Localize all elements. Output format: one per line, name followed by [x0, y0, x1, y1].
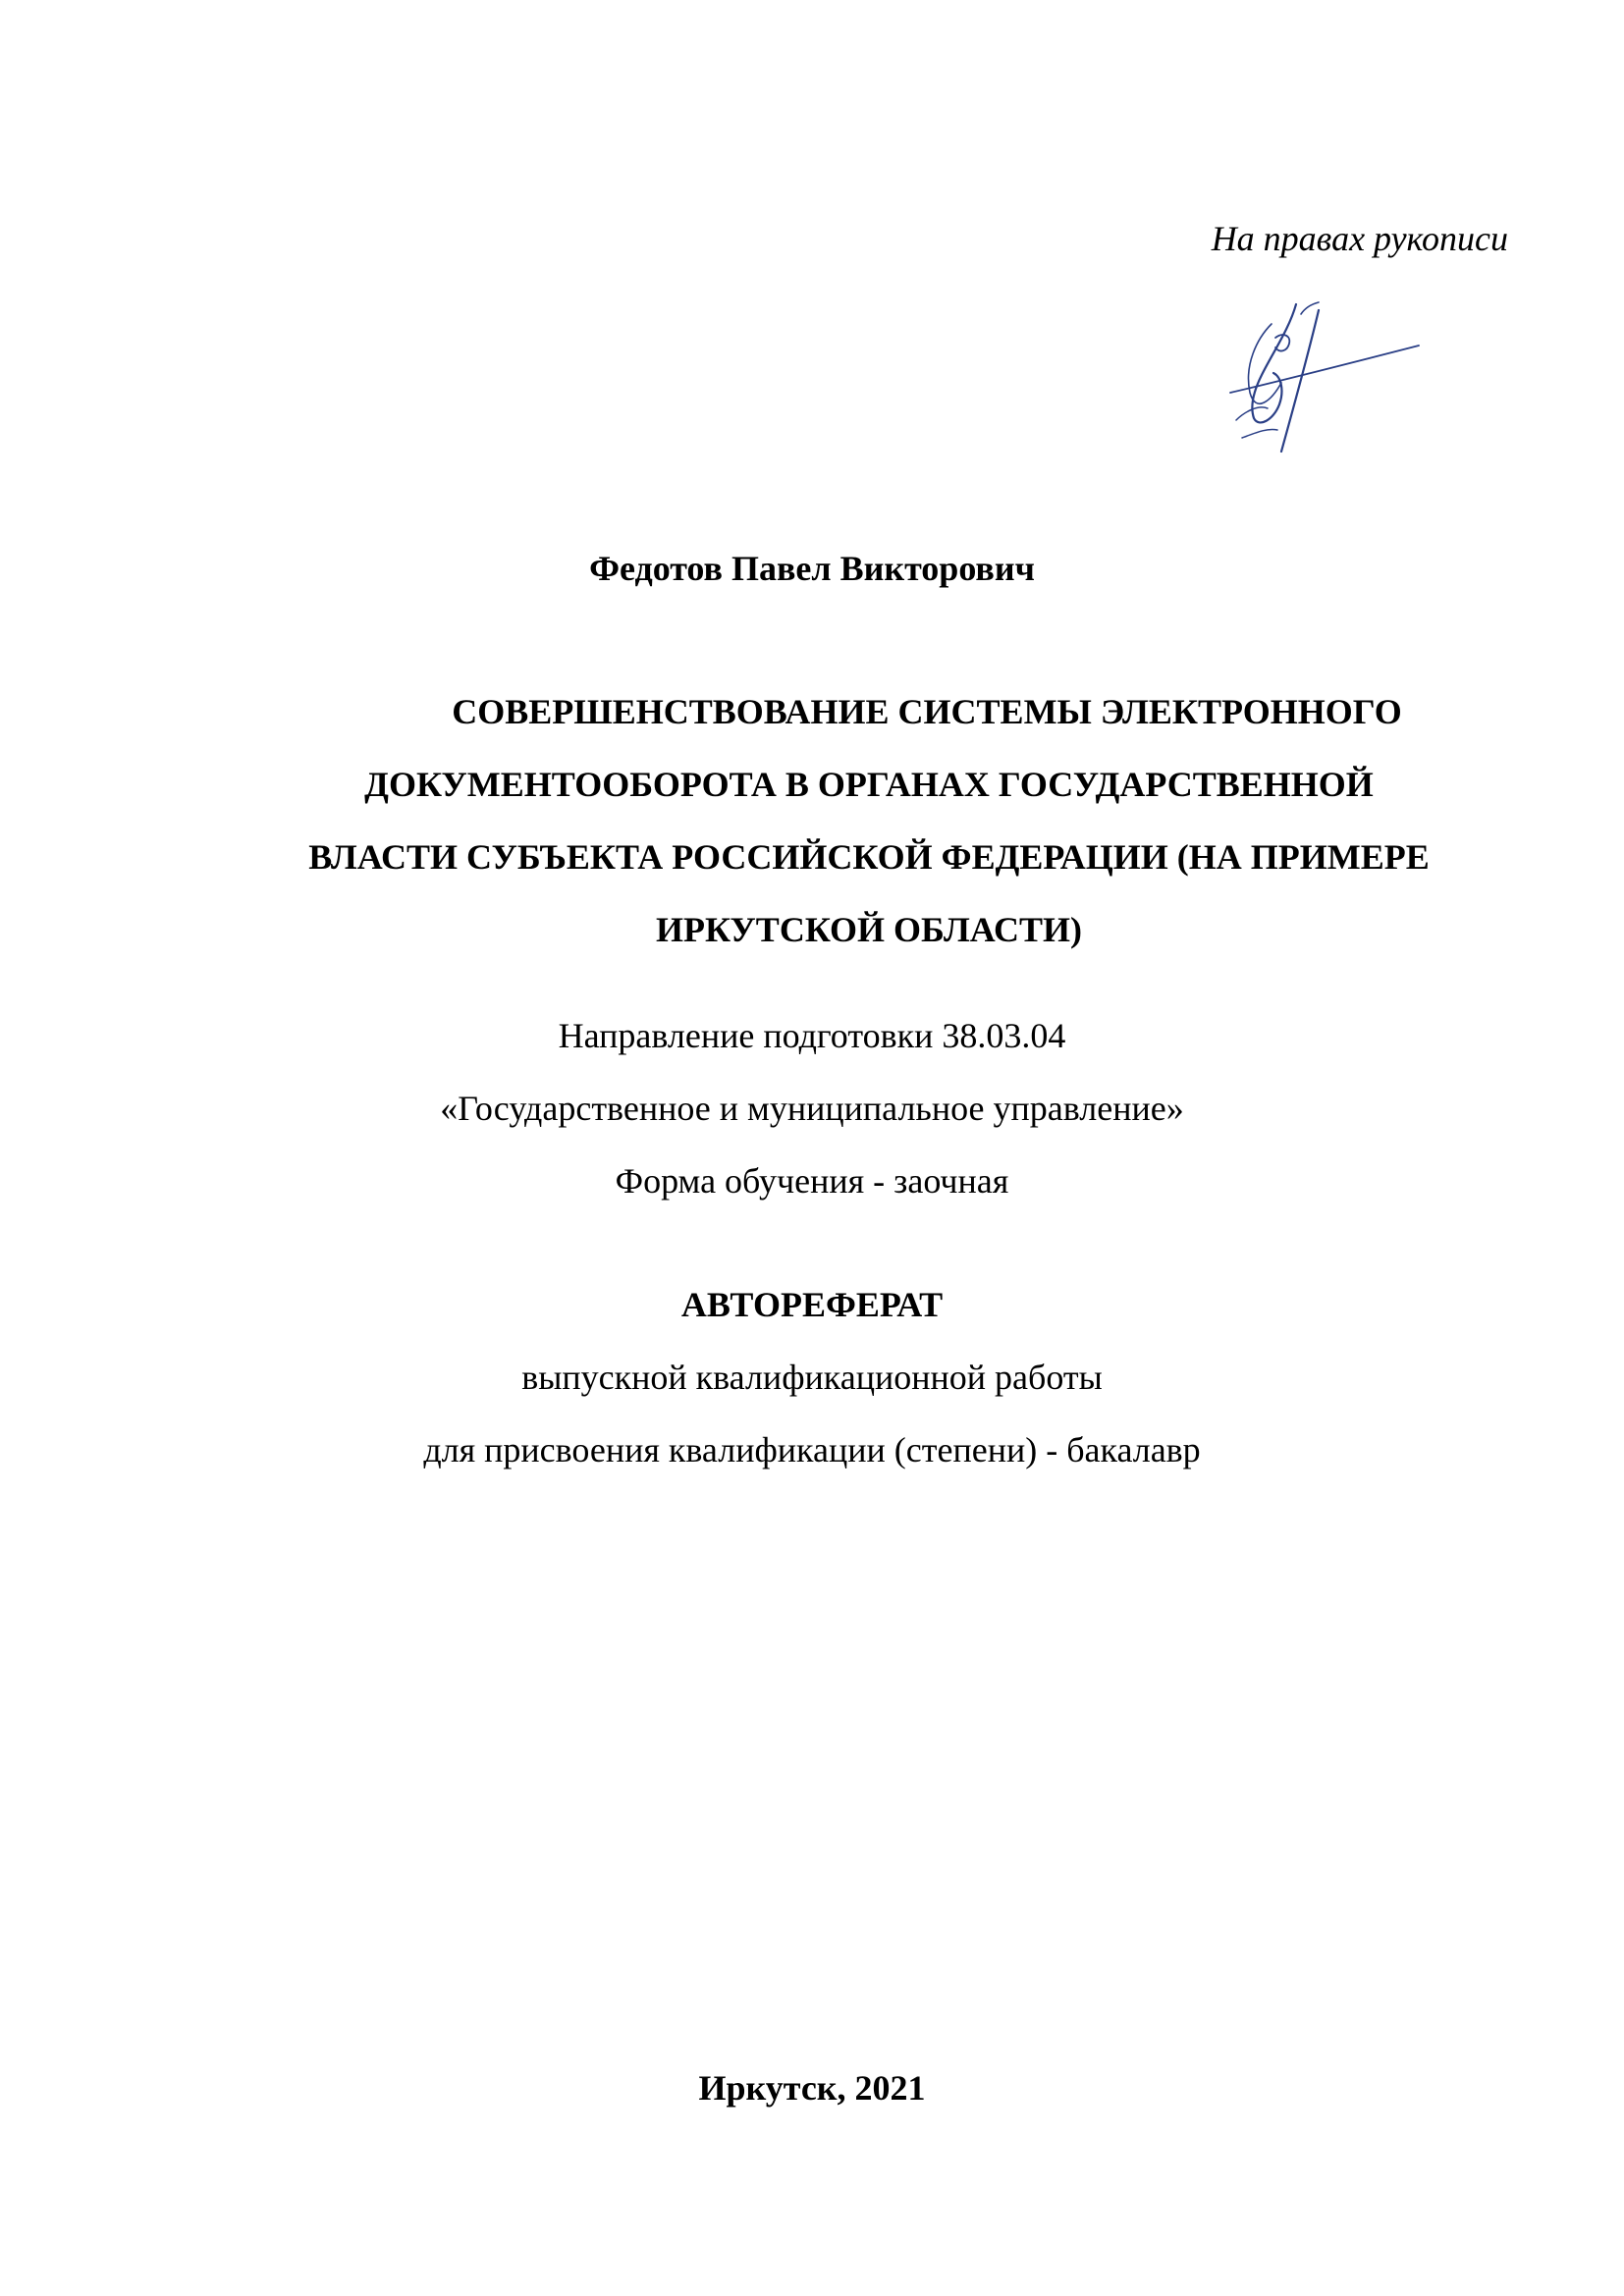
city-year: Иркутск, 2021 — [698, 2068, 926, 2108]
thesis-title — [250, 675, 1488, 966]
study-direction: Направление подготовки 38.03.04 — [558, 1016, 1066, 1055]
document-type-block — [0, 1268, 1624, 1486]
title-line: СОВЕРШЕНСТВОВАНИЕ СИСТЕМЫ ЭЛЕКТРОННОГО — [452, 692, 1402, 731]
title-line: ИРКУТСКОЙ ОБЛАСТИ) — [656, 910, 1082, 949]
document-description: выпускной квалификационной работы — [521, 1358, 1103, 1397]
title-line: ВЛАСТИ СУБЪЕКТА РОССИЙСКОЙ ФЕДЕРАЦИИ (НА ПРИМЕРЕ — [308, 837, 1430, 877]
manuscript-note: На правах рукописи — [1211, 219, 1508, 258]
signature-image — [1203, 285, 1448, 456]
study-form: Форма обучения - заочная — [615, 1161, 1009, 1201]
document-purpose: для присвоения квалификации (степени) - бакалавр — [423, 1430, 1201, 1469]
document-type: АВТОРЕФЕРАТ — [680, 1285, 944, 1324]
study-program: «Государственное и муниципальное управление» — [440, 1089, 1184, 1128]
author-name: Федотов Павел Викторович — [589, 549, 1035, 588]
study-info — [0, 999, 1624, 1217]
title-line: ДОКУМЕНТООБОРОТА В ОРГАНАХ ГОСУДАРСТВЕННОЙ — [364, 765, 1374, 804]
